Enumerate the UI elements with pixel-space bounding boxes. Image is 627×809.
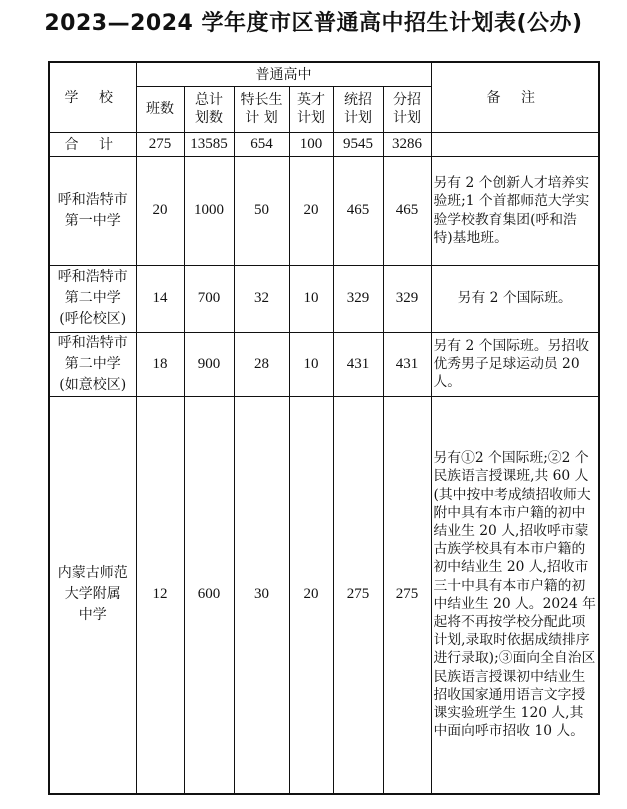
remark-cell: 另有 2 个国际班。另招收优秀男子足球运动员 20 人。 (431, 332, 599, 396)
enrollment-plan-table (48, 61, 600, 795)
cell-total: 600 (184, 396, 234, 794)
cell-allocated: 275 (383, 396, 431, 794)
table-row (49, 332, 599, 396)
total-value: 654 (234, 132, 289, 156)
school-name: 呼和浩特市 第二中学 (呼伦校区) (49, 265, 136, 332)
total-value: 13585 (184, 132, 234, 156)
page-title: 2023—2024 学年度市区普通高中招生计划表(公办) (44, 11, 583, 36)
remark-cell: 另有①2 个国际班;②2 个民族语言授课班,共 60 人(其中按中考成绩招收师大附中具有本市户籍的初中结业生 20 人,招收呼市蒙古族学校具有本市户籍的初中结业生 20 人,招收市三十中具有本市户籍的初中结业生 20 人。2024 年起将不再按学校分配此项计划,录取时依据成绩排序进行录取);③面向全自治区民族语言授课初中结业生招收国家通用语言文字授课实验班学生 120 人,其中面向呼市招收 10 人。 (431, 396, 599, 794)
cell-talent: 10 (289, 265, 333, 332)
cell-unified: 275 (333, 396, 383, 794)
table-row (49, 156, 599, 265)
total-value: 3286 (383, 132, 431, 156)
cell-total: 700 (184, 265, 234, 332)
cell-talent: 20 (289, 396, 333, 794)
cell-classes: 18 (136, 332, 184, 396)
remark-cell: 另有 2 个创新人才培养实验班;1 个首都师范大学实验学校教育集团(呼和浩特)基地班。 (431, 156, 599, 265)
school-name: 呼和浩特市 第一中学 (49, 156, 136, 265)
total-row (49, 132, 599, 156)
cell-specialty: 28 (234, 332, 289, 396)
cell-unified: 465 (333, 156, 383, 265)
table-row (49, 396, 599, 794)
cell-allocated: 465 (383, 156, 431, 265)
header-group: 普通高中 (136, 62, 431, 86)
total-value: 275 (136, 132, 184, 156)
school-name: 呼和浩特市 第二中学 (如意校区) (49, 332, 136, 396)
cell-classes: 20 (136, 156, 184, 265)
cell-specialty: 30 (234, 396, 289, 794)
header-col-talent: 英才 计划 (289, 86, 333, 132)
cell-total: 900 (184, 332, 234, 396)
header-remarks: 备 注 (431, 62, 599, 132)
school-name: 内蒙古师范 大学附属 中学 (49, 396, 136, 794)
header-col-specialty: 特长生 计 划 (234, 86, 289, 132)
header-col-classes: 班数 (136, 86, 184, 132)
header-col-total: 总计 划数 (184, 86, 234, 132)
cell-unified: 431 (333, 332, 383, 396)
total-value: 100 (289, 132, 333, 156)
cell-allocated: 431 (383, 332, 431, 396)
header-col-unified: 统招 计划 (333, 86, 383, 132)
header-col-allocated: 分招 计划 (383, 86, 431, 132)
cell-talent: 20 (289, 156, 333, 265)
cell-classes: 14 (136, 265, 184, 332)
total-remark (431, 132, 599, 156)
cell-specialty: 32 (234, 265, 289, 332)
cell-talent: 10 (289, 332, 333, 396)
cell-allocated: 329 (383, 265, 431, 332)
table-row (49, 265, 599, 332)
cell-classes: 12 (136, 396, 184, 794)
total-value: 9545 (333, 132, 383, 156)
cell-total: 1000 (184, 156, 234, 265)
header-school: 学 校 (49, 62, 136, 132)
cell-specialty: 50 (234, 156, 289, 265)
cell-unified: 329 (333, 265, 383, 332)
header-row-1 (49, 62, 599, 86)
remark-cell: 另有 2 个国际班。 (431, 265, 599, 332)
total-label: 合 计 (49, 132, 136, 156)
